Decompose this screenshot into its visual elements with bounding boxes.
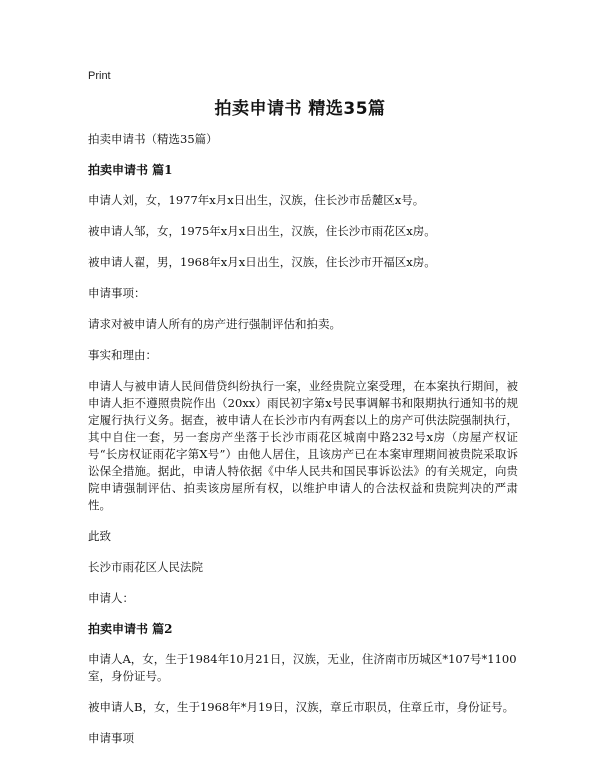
facts-label: 事实和理由：: [88, 348, 157, 362]
salutation: 此致: [88, 529, 111, 543]
document-subtitle: 拍卖申请书（精选35篇）: [88, 132, 218, 146]
court-name: 长沙市雨花区人民法院: [88, 560, 203, 574]
facts-paragraph: 申请人与被申请人民间借贷纠纷执行一案，业经贵院立案受理，在本案执行期间，被申请人拒不遵照贵院作出（20xx）雨民初字第x号民事调解书和限期执行通知书的规定履行执行义务。据查，被申请人在长沙市内有两套以上的房产可供法院强制执行，其中自住一套，另一套房产坐落于长沙市雨花区城南中路232号x房（房屋产权证号“长房权证雨花字第X号”）由他人居住，且该房产已在本案审理期间被贵院采取诉讼保全措施。据此，申请人特依据《中华人民共和国民事诉讼法》的有关规定，向贵院申请强制评估、拍卖该房屋所有权，以维护申请人的合法权益和贵院判决的严肃性。: [88, 379, 518, 512]
applicant-paragraph: 申请人A，女，生于1984年10月21日，汉族，无业，住济南市历城区*107号*1100室，身份证号。: [88, 652, 517, 683]
applicant-paragraph: 申请人刘，女，1977年x月x日出生，汉族，住长沙市岳麓区x号。: [88, 193, 425, 207]
page-title: 拍卖申请书 精选35篇: [214, 99, 386, 119]
section-heading-2: 拍卖申请书 篇2: [88, 622, 173, 636]
matters-label: 申请事项: [88, 731, 134, 745]
document-body: [88, 131, 518, 761]
section-heading-1: 拍卖申请书 篇1: [88, 163, 173, 177]
respondent-paragraph: 被申请人邹，女，1975年x月x日出生，汉族，住长沙市雨花区x房。: [88, 224, 436, 238]
print-label: Print: [88, 70, 111, 82]
matters-paragraph: 请求对被申请人所有的房产进行强制评估和拍卖。: [88, 317, 341, 331]
signer-label: 申请人：: [88, 591, 134, 605]
respondent-paragraph: 被申请人翟，男，1968年x月x日出生，汉族，住长沙市开福区x房。: [88, 255, 436, 269]
respondent-paragraph: 被申请人B，女，生于1968年*月19日，汉族，章丘市职员，住章丘市，身份证号。: [88, 700, 515, 714]
matters-label: 申请事项：: [88, 286, 146, 300]
